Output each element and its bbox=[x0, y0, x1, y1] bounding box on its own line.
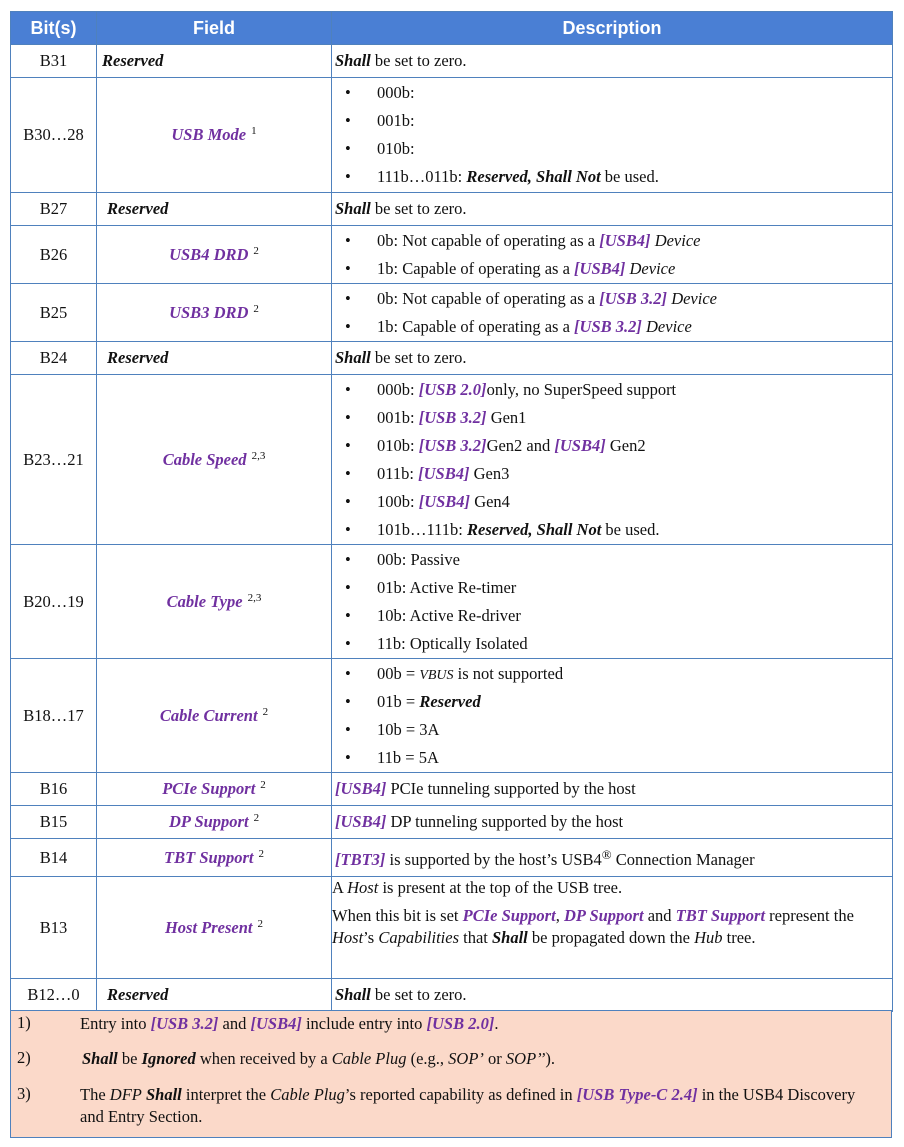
shall-keyword: Shall bbox=[335, 51, 371, 70]
field-name: Reserved bbox=[107, 348, 169, 367]
header-field: Field bbox=[97, 12, 332, 45]
list-item: • 101b…111b: Reserved, Shall Not be used. bbox=[332, 516, 892, 544]
field-name: Cable Current bbox=[159, 705, 258, 725]
footnote-ref: 1 bbox=[251, 125, 257, 137]
bits-cell: B16 bbox=[11, 773, 97, 806]
field-name: TBT Support bbox=[164, 847, 254, 867]
footnote-number: 3) bbox=[17, 1084, 31, 1103]
bits-cell: B14 bbox=[11, 839, 97, 877]
table-row bbox=[11, 979, 893, 1012]
description-cell bbox=[332, 284, 893, 342]
registered-mark: ® bbox=[601, 846, 612, 862]
bits-cell: B18…17 bbox=[11, 659, 97, 773]
list-item: • 01b: Active Re-timer bbox=[332, 574, 892, 602]
table-row bbox=[11, 773, 893, 806]
field-cell bbox=[97, 979, 332, 1012]
footnote-number: 2) bbox=[17, 1048, 31, 1067]
list-item: • 010b: bbox=[332, 135, 892, 163]
field-cell bbox=[97, 193, 332, 226]
list-item: • 11b: Optically Isolated bbox=[332, 630, 892, 658]
bits-cell: B13 bbox=[11, 877, 97, 979]
list-item: • 000b: bbox=[332, 79, 892, 107]
field-cell: Cable Speed $^{2,3}$ bbox=[97, 375, 332, 545]
field-cell: Cable Type $^{2,3}$ bbox=[97, 545, 332, 659]
description-cell bbox=[332, 877, 893, 979]
description-cell: [USB4] DP tunneling supported by the host bbox=[332, 806, 893, 839]
bits-cell: B15 bbox=[11, 806, 97, 839]
description-cell bbox=[332, 659, 893, 773]
field-name: Reserved bbox=[102, 51, 164, 70]
field-cell bbox=[97, 45, 332, 78]
bits-cell: B26 bbox=[11, 226, 97, 284]
field-cell bbox=[97, 342, 332, 375]
field-name: Reserved bbox=[107, 199, 169, 218]
description-cell bbox=[332, 375, 893, 545]
table-row bbox=[11, 193, 893, 226]
table-row bbox=[11, 226, 893, 284]
field-name: USB4 DRD bbox=[169, 244, 249, 264]
table-row bbox=[11, 375, 893, 545]
bits-cell: B27 bbox=[11, 193, 97, 226]
list-item: • 001b: bbox=[332, 107, 892, 135]
table-row bbox=[11, 545, 893, 659]
field-name: PCIe Support bbox=[162, 779, 256, 798]
description-text: be set to zero. bbox=[370, 51, 467, 70]
list-item: • 10b = 3A bbox=[332, 716, 892, 744]
list-item: • 1b: Capable of operating as a [USB4] Device bbox=[332, 255, 892, 283]
field-cell: USB4 DRD $^2$ bbox=[97, 226, 332, 284]
field-cell: Cable Current $^2$ bbox=[97, 659, 332, 773]
header-bits: Bit(s) bbox=[11, 12, 97, 45]
field-name: Reserved bbox=[107, 985, 169, 1004]
list-item: • 011b: [USB4] Gen3 bbox=[332, 460, 892, 488]
description-cell: [TBT3] is supported by the host’s USB4® Connection Manager bbox=[332, 839, 893, 877]
table-row bbox=[11, 342, 893, 375]
description-cell: Shall be set to zero. bbox=[332, 342, 893, 375]
header-description: Description bbox=[332, 12, 893, 45]
field-cell: PCIe Support $^2$ bbox=[97, 773, 332, 806]
description-cell bbox=[332, 545, 893, 659]
footnotes-panel: 1) Entry into [USB 3.2] and [USB4] include entry into [USB 2.0]. 2) Shall be Ignored when received by a Cable Plug (e.g., SOP’ or SOP’’). 3) The DFP Shall interpret the Cable Plug’s reported capability as defined in [USB Type-C 2.4] in the USB4 Discovery and Entry Section. bbox=[10, 1010, 892, 1138]
bits-cell: B20…19 bbox=[11, 545, 97, 659]
bits-cell: B30…28 bbox=[11, 78, 97, 193]
table-row bbox=[11, 877, 893, 979]
description-cell: Shall be set to zero. bbox=[332, 193, 893, 226]
list-item: • 111b…011b: Reserved, Shall Not be used. bbox=[332, 163, 892, 191]
bits-cell: B23…21 bbox=[11, 375, 97, 545]
list-item: • 0b: Not capable of operating as a [USB 3.2] Device bbox=[332, 285, 892, 313]
table-row bbox=[11, 284, 893, 342]
bits-cell: B25 bbox=[11, 284, 97, 342]
bits-cell: B24 bbox=[11, 342, 97, 375]
field-name: Host Present bbox=[164, 917, 253, 937]
bits-cell: B12…0 bbox=[11, 979, 97, 1012]
description-cell: [USB4] PCIe tunneling supported by the host bbox=[332, 773, 893, 806]
paragraph: When this bit is set PCIe Support, DP Support and TBT Support represent the Host’s Capabilities that Shall be propagated down the Hub tree. bbox=[332, 906, 854, 947]
list-item: • 010b: [USB 3.2]Gen2 and [USB4] Gen2 bbox=[332, 432, 892, 460]
field-name: DP Support bbox=[168, 812, 249, 831]
description-cell: Shall be set to zero. bbox=[332, 979, 893, 1012]
field-name: Cable Speed bbox=[162, 449, 247, 469]
field-cell: Host Present $^2$ bbox=[97, 877, 332, 979]
list-item: • 00b: Passive bbox=[332, 546, 892, 574]
table-header-row bbox=[11, 12, 893, 45]
field-cell: TBT Support $^2$ bbox=[97, 839, 332, 877]
description-cell bbox=[332, 226, 893, 284]
list-item: • 00b = VBUS is not supported bbox=[332, 660, 892, 688]
list-item: • 11b = 5A bbox=[332, 744, 892, 772]
field-cell: DP Support $^2$ bbox=[97, 806, 332, 839]
list-item: • 01b = Reserved bbox=[332, 688, 892, 716]
description-cell bbox=[332, 78, 893, 193]
description-cell bbox=[332, 45, 893, 78]
field-name: Cable Type bbox=[166, 591, 243, 611]
table-row bbox=[11, 659, 893, 773]
usb4-discovery-table bbox=[10, 11, 893, 1012]
table-row bbox=[11, 45, 893, 78]
list-item: • 000b: [USB 2.0]only, no SuperSpeed support bbox=[332, 376, 892, 404]
list-item: • 1b: Capable of operating as a [USB 3.2] Device bbox=[332, 313, 892, 341]
list-item: • 0b: Not capable of operating as a [USB4] Device bbox=[332, 227, 892, 255]
table-row bbox=[11, 806, 893, 839]
field-name: USB Mode bbox=[171, 125, 247, 144]
table-row bbox=[11, 839, 893, 877]
bits-cell: B31 bbox=[11, 45, 97, 78]
footnote-number: 1) bbox=[17, 1013, 31, 1032]
table-row bbox=[11, 78, 893, 193]
list-item: • 001b: [USB 3.2] Gen1 bbox=[332, 404, 892, 432]
list-item: • 100b: [USB4] Gen4 bbox=[332, 488, 892, 516]
field-cell: USB3 DRD $^2$ bbox=[97, 284, 332, 342]
paragraph: A Host is present at the top of the USB tree. bbox=[332, 878, 623, 897]
list-item: • 10b: Active Re-driver bbox=[332, 602, 892, 630]
field-name: USB3 DRD bbox=[169, 302, 249, 322]
field-cell bbox=[97, 78, 332, 193]
